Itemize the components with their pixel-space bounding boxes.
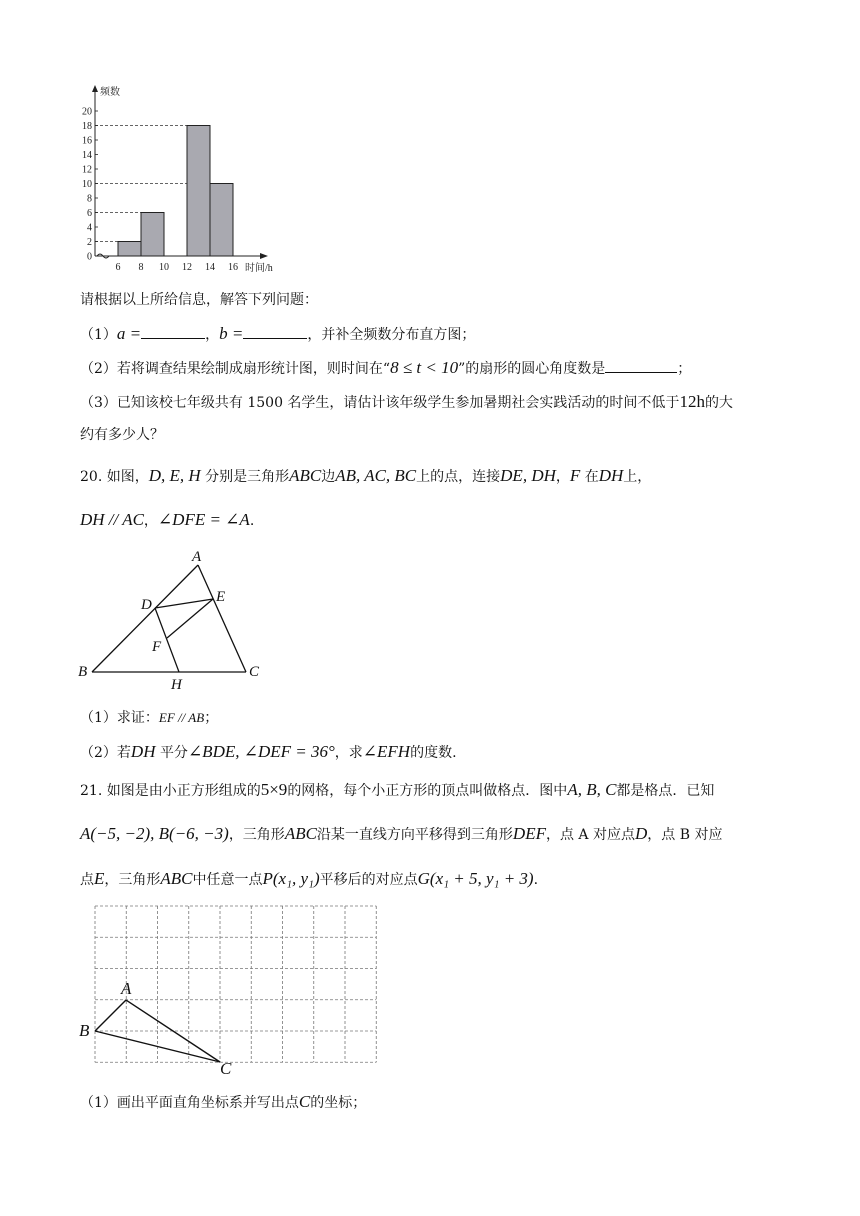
q20-part2: （2）若DH 平分∠BDE, ∠DEF = 36°，求∠EFH的度数. (80, 742, 457, 761)
q21-stem-line2: A(−5, −2), B(−6, −3)，三角形ABC沿某一直线方向平移得到三角形DEF，点 A 对应点D，点 B 对应 (80, 824, 723, 843)
dashed-grid (95, 906, 376, 1062)
q21-stem-line1: 21. 如图是由小正方形组成的5×9的网格，每个小正方形的顶点叫做格点．图中A, B, C都是格点．已知 (80, 780, 715, 799)
label-B: B (78, 664, 88, 680)
q20-stem-line2: DH // AC，∠DFE = ∠A. (80, 510, 255, 529)
histogram-x-ticks (116, 262, 239, 272)
frequency-histogram (70, 82, 300, 272)
q21-grid-figure (74, 898, 394, 1076)
label-A: A (192, 549, 202, 565)
x-tick-label-14: 14 (205, 262, 215, 272)
histogram-bar-3 (210, 184, 233, 257)
q21-stem-line3: 点E，三角形ABC中任意一点P(x₁, y₁)平移后的对应点G(x₁ + 5, y₁ + 3). (80, 869, 539, 888)
y-tick-label-0: 0 (87, 251, 92, 263)
segment-AB (92, 565, 198, 672)
answer-blank-b[interactable] (243, 324, 307, 339)
q20-part1: （1）求证：EF // AB； (80, 710, 219, 726)
label-H: H (171, 677, 182, 693)
y-tick-label-8: 8 (87, 193, 92, 205)
x-tick-label-16: 16 (228, 262, 238, 272)
histogram-bars (118, 126, 233, 257)
q19-part1: （1）a = ，b = ，并补全频数分布直方图； (80, 324, 476, 343)
q21-part1: （1）画出平面直角坐标系并写出点C的坐标； (80, 1092, 367, 1111)
histogram-bar-0 (118, 242, 141, 257)
q19-part2: （2）若将调查结果绘制成扇形统计图，则时间在“8 ≤ t < 10”的扇形的圆心角度数是 ； (80, 358, 692, 377)
y-tick-label-6: 6 (87, 208, 92, 219)
x-tick-label-10: 10 (159, 262, 169, 272)
y-tick-label-4: 4 (87, 222, 92, 234)
histogram-axes (92, 85, 268, 259)
histogram-x-axis-label: 时间/h (245, 263, 273, 272)
histogram-bar-1 (141, 213, 164, 257)
y-tick-label-10: 10 (82, 179, 92, 190)
x-tick-label-12: 12 (182, 262, 192, 272)
segment-AC (198, 565, 246, 672)
label-D: D (141, 597, 152, 613)
histogram-y-axis-label: 频数 (100, 87, 120, 98)
segment-AB (95, 1000, 126, 1031)
label-F: F (152, 639, 162, 655)
label-C: C (249, 664, 260, 680)
y-tick-label-18: 18 (82, 121, 92, 132)
y-tick-label-12: 12 (82, 164, 92, 176)
label-A: A (121, 979, 132, 998)
y-tick-label-2: 2 (87, 237, 92, 248)
y-tick-label-20: 20 (82, 106, 92, 118)
label-E: E (216, 589, 226, 605)
q20-triangle-figure (70, 545, 270, 695)
answer-blank-a[interactable] (141, 324, 205, 339)
q20-stem-line1: 20. 如图，D, E, H 分别是三角形ABC边AB, AC, BC上的点，连接DE, DH，F 在DH上， (80, 466, 652, 485)
q19-intro: 请根据以上所给信息，解答下列问题： (80, 292, 318, 308)
x-tick-label-6: 6 (115, 262, 121, 272)
histogram-bar-2 (187, 126, 210, 257)
histogram-y-ticks (82, 107, 98, 263)
y-tick-label-16: 16 (82, 135, 92, 147)
q19-part3-line2: 约有多少人？ (80, 427, 164, 443)
label-B: B (79, 1021, 90, 1040)
answer-blank-angle[interactable] (605, 358, 677, 373)
q19-part3-line1: （3）已知该校七年级共有 1500 名学生，请估计该年级学生参加暑期社会实践活动的时间不低于12h的大 (80, 392, 733, 411)
y-tick-label-14: 14 (82, 150, 92, 161)
label-C: C (220, 1059, 232, 1076)
x-tick-label-8: 8 (138, 262, 144, 272)
